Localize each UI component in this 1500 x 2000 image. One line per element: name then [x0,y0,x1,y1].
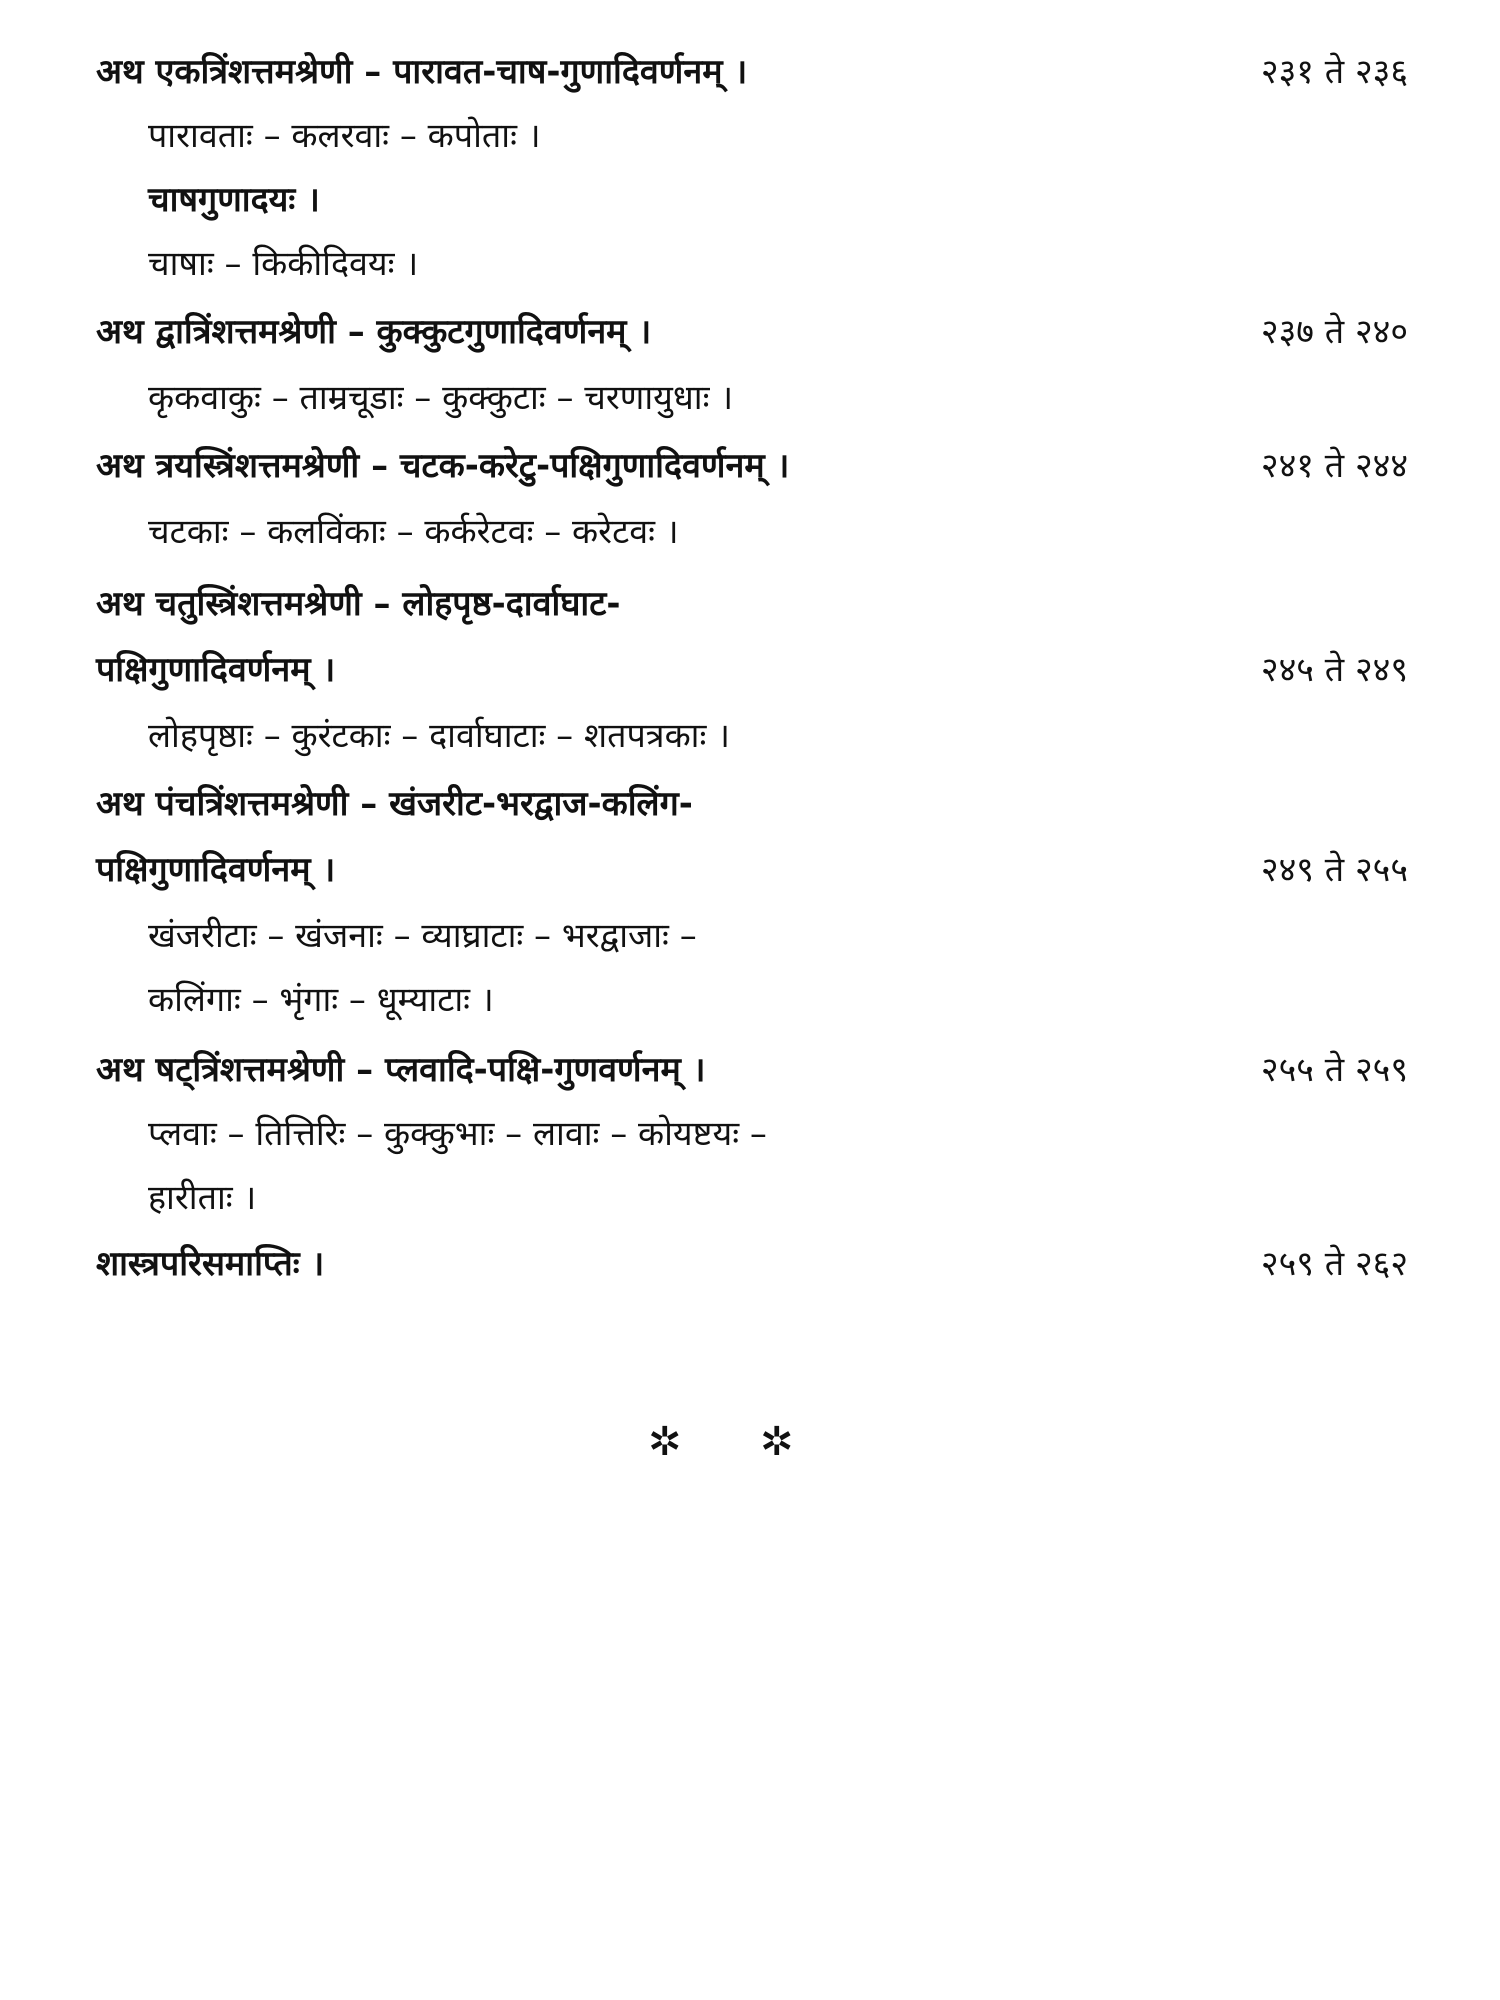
page-range: २४९ ते २५५ [1260,850,1408,890]
entry-line: लोहपृष्ठाः – कुरंटकाः – दार्वाघाटाः – शतपत्रकाः । [148,716,731,756]
section-heading-continued: पक्षिगुणादिवर्णनम् । [96,850,336,890]
section-heading: अथ पंचत्रिंशत्तमश्रेणी – खंजरीट-भरद्वाज-कलिंग- [96,784,693,824]
section-heading: अथ त्रयस्त्रिंशत्तमश्रेणी – चटक-करेटु-पक्षिगुणादिवर्णनम् । [96,446,790,486]
entry-line: चाषाः – किकीदिवयः । [148,244,419,284]
section-heading: अथ चतुस्त्रिंशत्तमश्रेणी – लोहपृष्ठ-दार्वाघाट- [96,584,621,624]
entry-line: प्लवाः – तित्तिरिः – कुक्कुभाः – लावाः – कोयष्टयः – [148,1114,767,1154]
section-heading: अथ षट्त्रिंशत्तमश्रेणी – प्लवादि-पक्षि-गुणवर्णनम् । [96,1050,706,1090]
section-heading: अथ द्वात्रिंशत्तमश्रेणी – कुक्कुटगुणादिवर्णनम् । [96,312,652,352]
ornament-icon: ✲ [760,1419,794,1465]
ornament-icon: ✲ [648,1419,682,1465]
entry-line: पारावताः – कलरवाः – कपोताः । [148,116,541,156]
entry-line: चटकाः – कलविंकाः – कर्करेटवः – करेटवः । [148,512,679,552]
section-heading: शास्त्रपरिसमाप्तिः । [96,1244,325,1284]
section-heading: अथ एकत्रिंशत्तमश्रेणी – पारावत-चाष-गुणादिवर्णनम् । [96,52,748,92]
section-heading-continued: पक्षिगुणादिवर्णनम् । [96,650,336,690]
page-range: २५५ ते २५९ [1260,1050,1408,1090]
page-range: २३७ ते २४० [1260,312,1408,352]
page-range: २४१ ते २४४ [1260,446,1408,486]
entry-line: खंजरीटाः – खंजनाः – व्याघ्राटाः – भरद्वाजाः – [148,916,697,956]
page-range: २५९ ते २६२ [1260,1244,1408,1284]
page-range: २४५ ते २४९ [1260,650,1408,690]
entry-line: कलिंगाः – भृंगाः – धूम्याटाः । [148,980,494,1020]
entry-line: हारीताः । [148,1178,257,1218]
entry-line: कृकवाकुः – ताम्रचूडाः – कुक्कुटाः – चरणायुधाः । [148,378,734,418]
page-range: २३१ ते २३६ [1260,52,1408,92]
section-heading: चाषगुणादयः । [148,180,320,220]
